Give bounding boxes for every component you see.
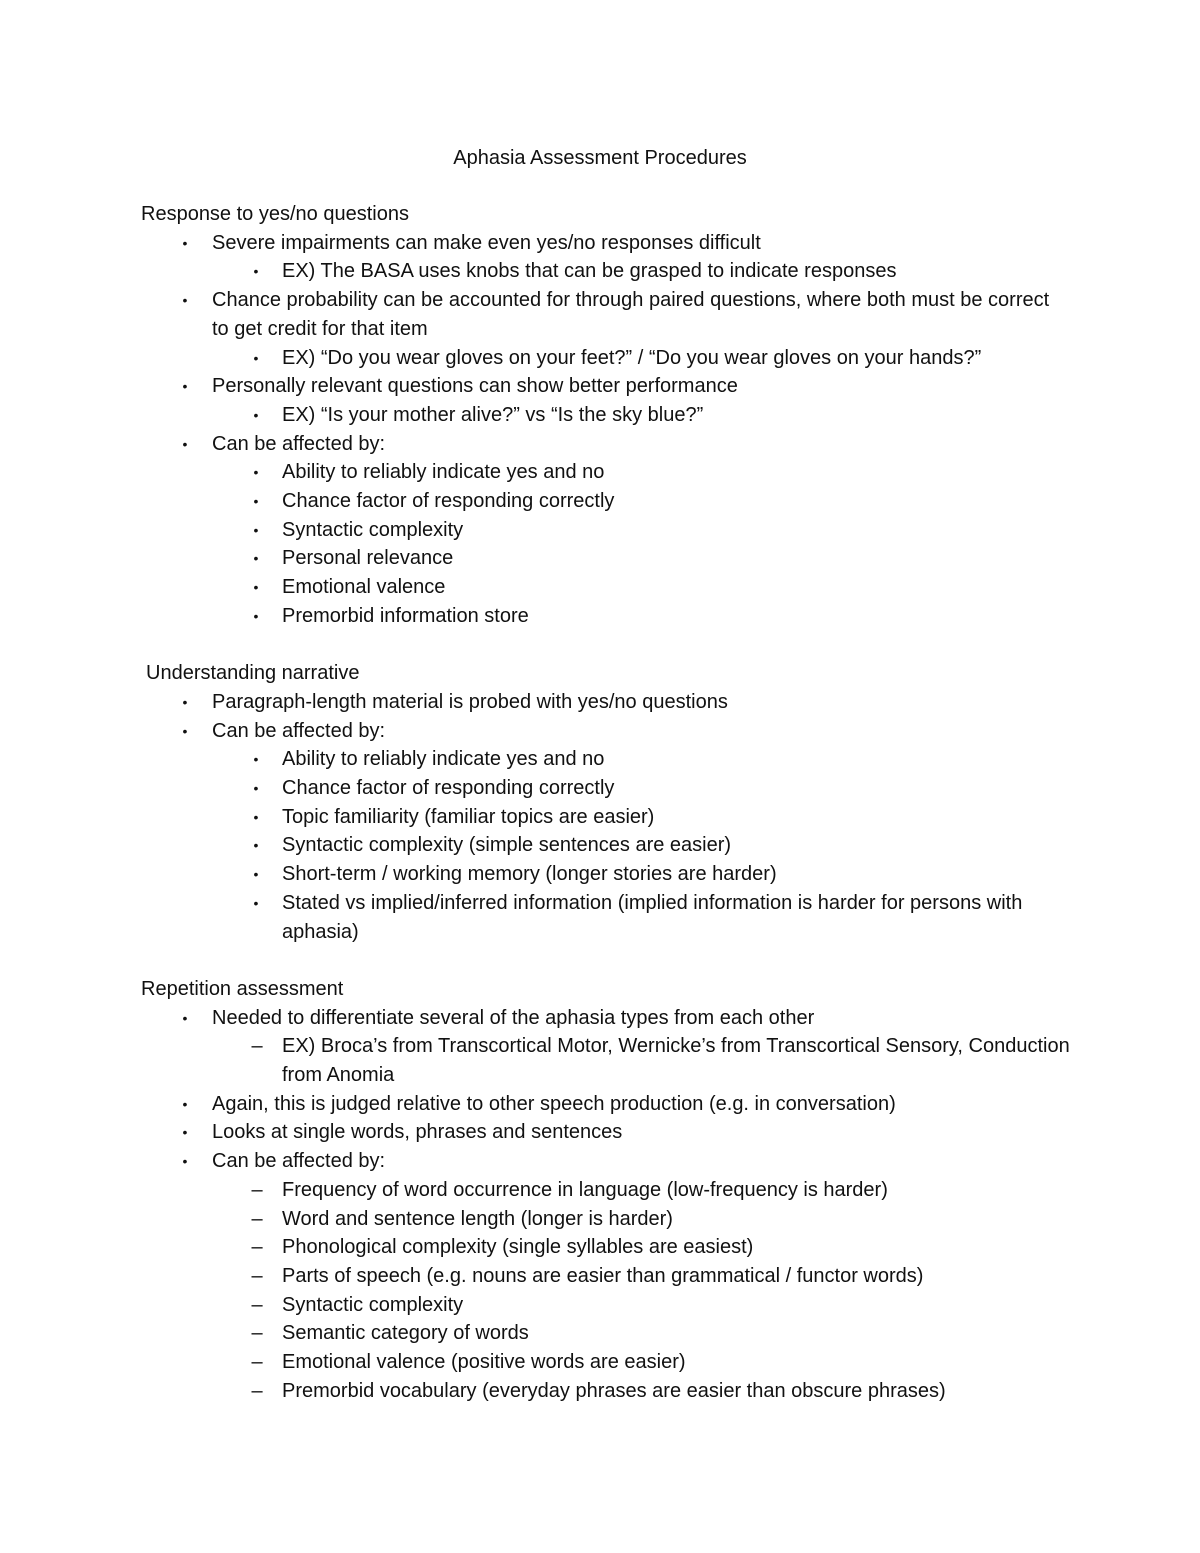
sub-list-item-text: EX) The BASA uses knobs that can be grasped to indicate responses (282, 260, 897, 283)
bullet-marker: • (253, 579, 259, 596)
bullet-list (141, 1004, 1071, 1406)
sub-list-item-text: Syntactic complexity (simple sentences are easier) (282, 834, 732, 857)
bullet-marker: • (182, 234, 188, 251)
dash-marker: – (251, 1236, 263, 1259)
sub-list-item-text: Premorbid vocabulary (everyday phrases are easier than obscure phrases) (282, 1379, 946, 1402)
sub-list-item (141, 889, 1071, 946)
sub-list-item (141, 344, 1071, 373)
dash-marker: – (251, 1178, 263, 1201)
sub-list-item-text: Premorbid information store (282, 604, 529, 627)
sub-list-item-text: Ability to reliably indicate yes and no (282, 748, 605, 771)
dash-marker: – (251, 1035, 263, 1058)
sub-list-item-text: Ability to reliably indicate yes and no (282, 461, 605, 484)
sub-list-item (141, 774, 1071, 803)
sub-list-item-text: EX) Broca’s from Transcortical Motor, Wernicke’s from Transcortical Sensory, Conduction from Anomia (282, 1035, 1070, 1087)
sub-list-item (141, 803, 1071, 832)
sub-list-item (141, 1262, 1071, 1291)
sub-list-item-text: Parts of speech (e.g. nouns are easier than grammatical / functor words) (282, 1264, 924, 1287)
bullet-list (141, 688, 1071, 946)
sub-list-item (141, 1205, 1071, 1234)
sub-list-item-text: Phonological complexity (single syllables are easiest) (282, 1236, 754, 1259)
sub-list-item (141, 1176, 1071, 1205)
list-item (141, 1118, 1071, 1147)
bullet-marker: • (182, 1095, 188, 1112)
sub-list-item (141, 602, 1071, 631)
list-item-text: Severe impairments can make even yes/no responses difficult (212, 231, 761, 254)
dash-marker: – (251, 1293, 263, 1316)
sub-list-item-text: Frequency of word occurrence in language (low-frequency is harder) (282, 1178, 888, 1201)
sub-list-item-text: Chance factor of responding correctly (282, 777, 615, 800)
list-item (141, 717, 1071, 746)
sub-list-item (141, 1348, 1071, 1377)
bullet-marker: • (253, 780, 259, 797)
bullet-marker: • (253, 349, 259, 366)
section-heading: Understanding narrative (146, 662, 360, 685)
list-item-text: Again, this is judged relative to other speech production (e.g. in conversation) (212, 1092, 896, 1115)
sub-list-item (141, 1319, 1071, 1348)
sub-list-item-text: Syntactic complexity (282, 518, 464, 541)
bullet-marker: • (182, 1124, 188, 1141)
bullet-marker: • (253, 521, 259, 538)
list-item (141, 1004, 1071, 1033)
outline-section (141, 975, 1071, 1406)
list-item-text: Can be affected by: (212, 1150, 386, 1173)
sub-list-item (141, 860, 1071, 889)
document-body (141, 200, 1071, 1434)
sub-list-item-text: Topic familiarity (familiar topics are easier) (282, 805, 655, 828)
sub-list-item (141, 573, 1071, 602)
dash-marker: – (251, 1207, 263, 1230)
page-title: Aphasia Assessment Procedures (453, 147, 747, 169)
sub-list-item (141, 544, 1071, 573)
sub-list-item-text: Personal relevance (282, 547, 454, 570)
sub-list-item-text: EX) “Is your mother alive?” vs “Is the sky blue?” (282, 403, 704, 426)
bullet-marker: • (253, 406, 259, 423)
bullet-marker: • (253, 808, 259, 825)
sub-list-item (141, 458, 1071, 487)
bullet-marker: • (182, 292, 188, 309)
sub-list-item (141, 1291, 1071, 1320)
list-item-text: Needed to differentiate several of the aphasia types from each other (212, 1006, 815, 1029)
list-item (141, 229, 1071, 258)
sub-list-item-text: Stated vs implied/inferred information (implied information is harder for persons with aphasia) (282, 891, 1023, 943)
sub-list-item (141, 1377, 1071, 1406)
bullet-marker: • (253, 751, 259, 768)
list-item (141, 430, 1071, 459)
bullet-marker: • (253, 550, 259, 567)
bullet-list (141, 229, 1071, 631)
sub-list-item (141, 257, 1071, 286)
sub-list-item (141, 745, 1071, 774)
bullet-marker: • (182, 722, 188, 739)
outline-section (141, 659, 1071, 946)
sub-list-item (141, 401, 1071, 430)
sub-list-item-text: Syntactic complexity (282, 1293, 464, 1316)
sub-list-item (141, 831, 1071, 860)
bullet-marker: • (253, 263, 259, 280)
list-item (141, 688, 1071, 717)
list-item-text: Paragraph-length material is probed with yes/no questions (212, 690, 728, 713)
list-item (141, 1090, 1071, 1119)
section-heading: Repetition assessment (141, 977, 344, 1000)
list-item-text: Personally relevant questions can show better performance (212, 375, 738, 398)
sub-list-item (141, 1032, 1071, 1089)
section-heading: Response to yes/no questions (141, 203, 409, 225)
bullet-marker: • (253, 607, 259, 624)
sub-list-item (141, 516, 1071, 545)
list-item-text: Looks at single words, phrases and sentences (212, 1121, 623, 1144)
bullet-marker: • (182, 1009, 188, 1026)
bullet-marker: • (182, 378, 188, 395)
bullet-marker: • (253, 493, 259, 510)
bullet-marker: • (253, 464, 259, 481)
dash-marker: – (251, 1351, 263, 1374)
bullet-marker: • (253, 866, 259, 883)
bullet-marker: • (182, 693, 188, 710)
sub-list-item-text: Emotional valence (282, 576, 446, 599)
sub-list-item-text: Word and sentence length (longer is harder) (282, 1207, 673, 1230)
outline-section (141, 200, 1071, 631)
bullet-marker: • (182, 435, 188, 452)
bullet-marker: • (182, 1153, 188, 1170)
list-item-text: Chance probability can be accounted for through paired questions, where both must be correct to get credit for that item (212, 289, 1050, 340)
dash-marker: – (251, 1264, 263, 1287)
sub-list-item-text: EX) “Do you wear gloves on your feet?” / “Do you wear gloves on your hands?” (282, 346, 982, 369)
sub-list-item-text: Short-term / working memory (longer stories are harder) (282, 863, 777, 886)
sub-list-item-text: Semantic category of words (282, 1322, 529, 1345)
list-item (141, 372, 1071, 401)
sub-list-item-text: Chance factor of responding correctly (282, 490, 615, 513)
list-item (141, 1147, 1071, 1176)
bullet-marker: • (253, 837, 259, 854)
bullet-marker: • (253, 894, 259, 911)
sub-list-item (141, 1233, 1071, 1262)
dash-marker: – (251, 1379, 263, 1402)
dash-marker: – (251, 1322, 263, 1345)
list-item (141, 286, 1071, 343)
sub-list-item (141, 487, 1071, 516)
sub-list-item-text: Emotional valence (positive words are easier) (282, 1351, 686, 1374)
list-item-text: Can be affected by: (212, 432, 386, 455)
list-item-text: Can be affected by: (212, 719, 386, 742)
